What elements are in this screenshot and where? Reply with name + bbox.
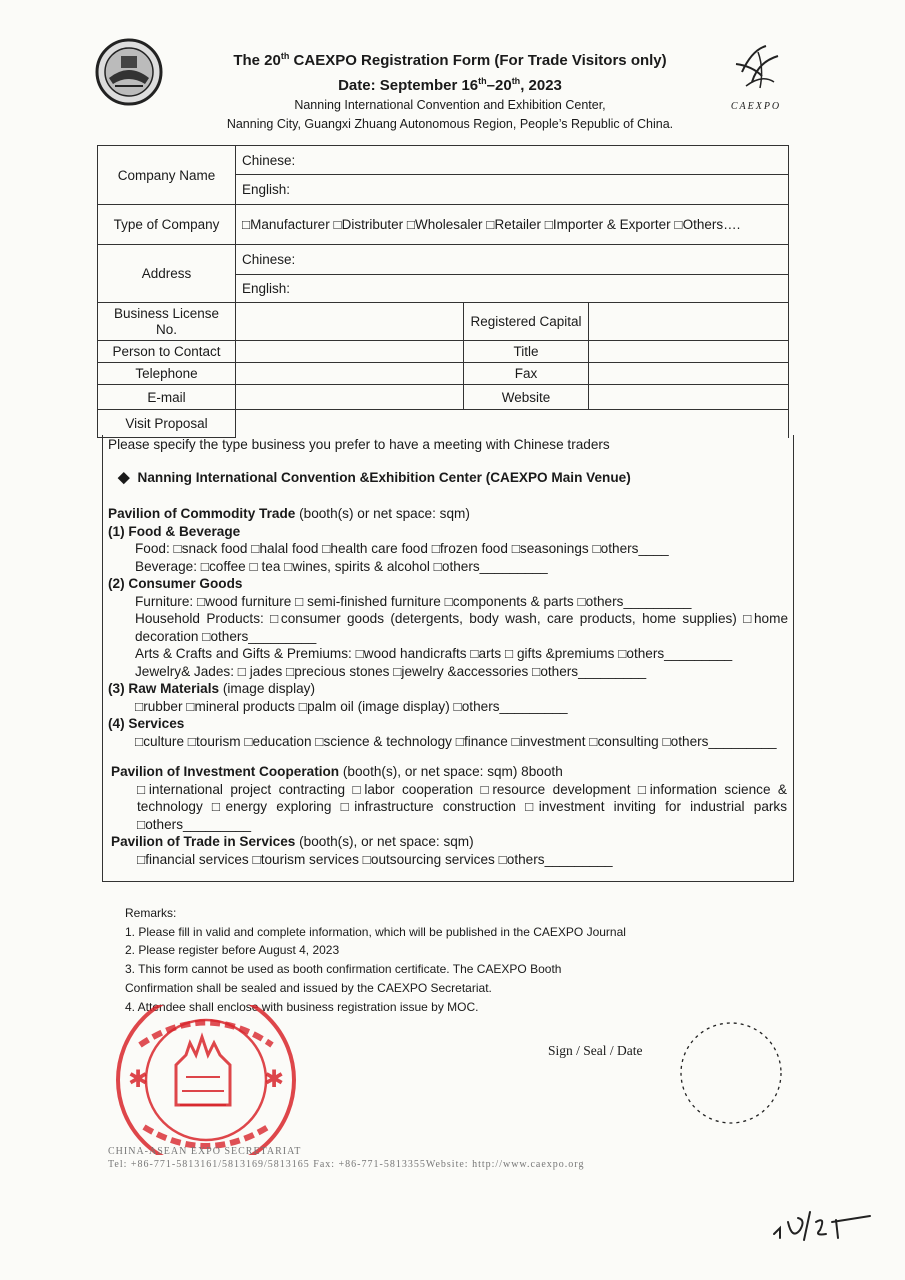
venue-line-2: Nanning City, Guangxi Zhuang Autonomous Region, People’s Republic of China. — [226, 117, 674, 131]
telephone-field[interactable] — [236, 363, 464, 385]
chinese-label: Chinese: — [242, 152, 296, 168]
page-header — [170, 46, 730, 134]
jewelry-options[interactable]: Jewelry& Jades: □ jades □precious stones □jewelry &accessories □others_________ — [135, 663, 647, 679]
website-field[interactable] — [589, 385, 789, 410]
address-chinese-field[interactable] — [236, 245, 789, 275]
remark-4: 4. Attendee shall enclose with business registration issue by MOC. — [125, 999, 479, 1014]
visit-proposal-label: Visit Proposal — [98, 410, 236, 438]
svg-text:✱: ✱ — [264, 1065, 285, 1093]
remark-2: 2. Please register before August 4, 2023 — [125, 943, 340, 958]
business-license-label: Business License No. — [98, 303, 236, 341]
household-options[interactable]: Household Products: □consumer goods (detergents, body wash, care products, home supplies) □home decoration □others_________ — [135, 611, 788, 644]
svg-text:✱: ✱ — [128, 1065, 149, 1093]
consumer-goods-heading: (2) Consumer Goods — [108, 576, 243, 591]
fax-field[interactable] — [589, 363, 789, 385]
sign-seal-date-label: Sign / Seal / Date — [548, 1043, 643, 1058]
title-field[interactable] — [589, 341, 789, 363]
food-options[interactable]: Food: □snack food □halal food □health care food □frozen food □seasonings □others____ — [135, 541, 669, 556]
remark-3: 3. This form cannot be used as booth confirmation certificate. The CAEXPO Booth — [125, 962, 562, 977]
commodity-trade-section — [108, 505, 788, 750]
main-venue-title: Nanning International Convention &Exhibition Center (CAEXPO Main Venue) — [137, 470, 631, 485]
beverage-options[interactable]: Beverage: □coffee □ tea □wines, spirits & alcohol □others_________ — [135, 558, 548, 574]
remark-1: 1. Please fill in valid and complete information, which will be published in the CAEXPO Journal — [125, 924, 626, 939]
investment-cooperation-heading: Pavilion of Investment Cooperation (booth(s), or net space: sqm) 8booth — [111, 764, 563, 779]
telephone-label: Telephone — [98, 363, 236, 385]
address-english-field[interactable] — [236, 275, 789, 303]
furniture-options[interactable]: Furniture: □wood furniture □ semi-finished furniture □components & parts □others_________ — [135, 593, 692, 609]
left-emblem-logo — [95, 38, 163, 106]
services-options[interactable]: □culture □tourism □education □science & technology □finance □investment □consulting □others_________ — [135, 733, 777, 749]
caexpo-logo — [722, 42, 790, 114]
trade-in-services-options[interactable]: □financial services □tourism services □outsourcing services □others_________ — [137, 851, 613, 867]
raw-materials-heading: (3) Raw Materials (image display) — [108, 681, 316, 696]
type-of-company-label: Type of Company — [98, 205, 236, 245]
visit-proposal-field[interactable] — [236, 410, 789, 438]
caexpo-logo-text: CAEXPO — [730, 101, 782, 112]
food-beverage-heading: (1) Food & Beverage — [108, 523, 241, 539]
main-venue-heading — [118, 469, 778, 487]
venue-line-1: Nanning International Convention and Exhibition Center, — [294, 98, 606, 112]
registered-capital-label: Registered Capital — [464, 303, 589, 341]
email-field[interactable] — [236, 385, 464, 410]
form-title: The 20th CAEXPO Registration Form (For Trade Visitors only) — [233, 51, 667, 69]
trade-in-services-heading: Pavilion of Trade in Services (booth(s), or net space: sqm) — [111, 834, 474, 849]
english-label: English: — [242, 281, 291, 296]
person-to-contact-field[interactable] — [236, 341, 464, 363]
diamond-bullet-icon: ◆ — [118, 469, 130, 486]
event-date: Date: September 16th–20th, 2023 — [338, 76, 562, 94]
seal-placeholder-circle — [678, 1020, 784, 1126]
remarks-heading: Remarks: — [125, 906, 177, 920]
commodity-trade-heading: Pavilion of Commodity Trade (booth(s) or net space: sqm) — [108, 506, 470, 521]
title-label: Title — [464, 341, 589, 363]
proposal-intro: Please specify the type business you prefer to have a meeting with Chinese traders — [108, 437, 610, 452]
investment-options[interactable]: □international project contracting □labor cooperation □resource development □information science & technology □energy exploring □infrastructure construction □investment inviting for industrial parks □others_________ — [137, 781, 787, 832]
secretariat-name: CHINA-ASEAN EXPO SECRETARIAT — [108, 1146, 302, 1157]
registration-table — [97, 145, 789, 438]
remark-3-continued: Confirmation shall be sealed and issued by the CAEXPO Secretariat. — [125, 980, 492, 995]
red-seal-stamp — [110, 1005, 302, 1155]
investment-cooperation-section — [111, 763, 787, 868]
company-name-english-field[interactable] — [236, 175, 789, 205]
business-license-field[interactable] — [236, 303, 464, 341]
handwritten-mark — [770, 1200, 880, 1245]
english-label: English: — [242, 182, 291, 197]
person-to-contact-label: Person to Contact — [98, 341, 236, 363]
email-label: E-mail — [98, 385, 236, 410]
fax-label: Fax — [464, 363, 589, 385]
company-name-chinese-field[interactable] — [236, 146, 789, 175]
raw-materials-options[interactable]: □rubber □mineral products □palm oil (image display) □others_________ — [135, 698, 568, 714]
remarks-section — [125, 904, 725, 1016]
website-label: Website — [464, 385, 589, 410]
company-name-label: Company Name — [98, 146, 236, 205]
contact-line: Tel: +86-771-5813161/5813169/5813165 Fax: +86-771-5813355Website: http://www.caexpo.org — [108, 1159, 585, 1170]
services-heading: (4) Services — [108, 716, 185, 731]
address-label: Address — [98, 245, 236, 303]
registered-capital-field[interactable] — [589, 303, 789, 341]
arts-crafts-options[interactable]: Arts & Crafts and Gifts & Premiums: □wood handicrafts □arts □ gifts &premiums □others_________ — [135, 646, 733, 661]
chinese-label: Chinese: — [242, 252, 296, 267]
company-type-options[interactable]: □Manufacturer □Distributer □Wholesaler □Retailer □Importer & Exporter □Others…. — [236, 205, 789, 245]
page-footer — [108, 1145, 584, 1171]
